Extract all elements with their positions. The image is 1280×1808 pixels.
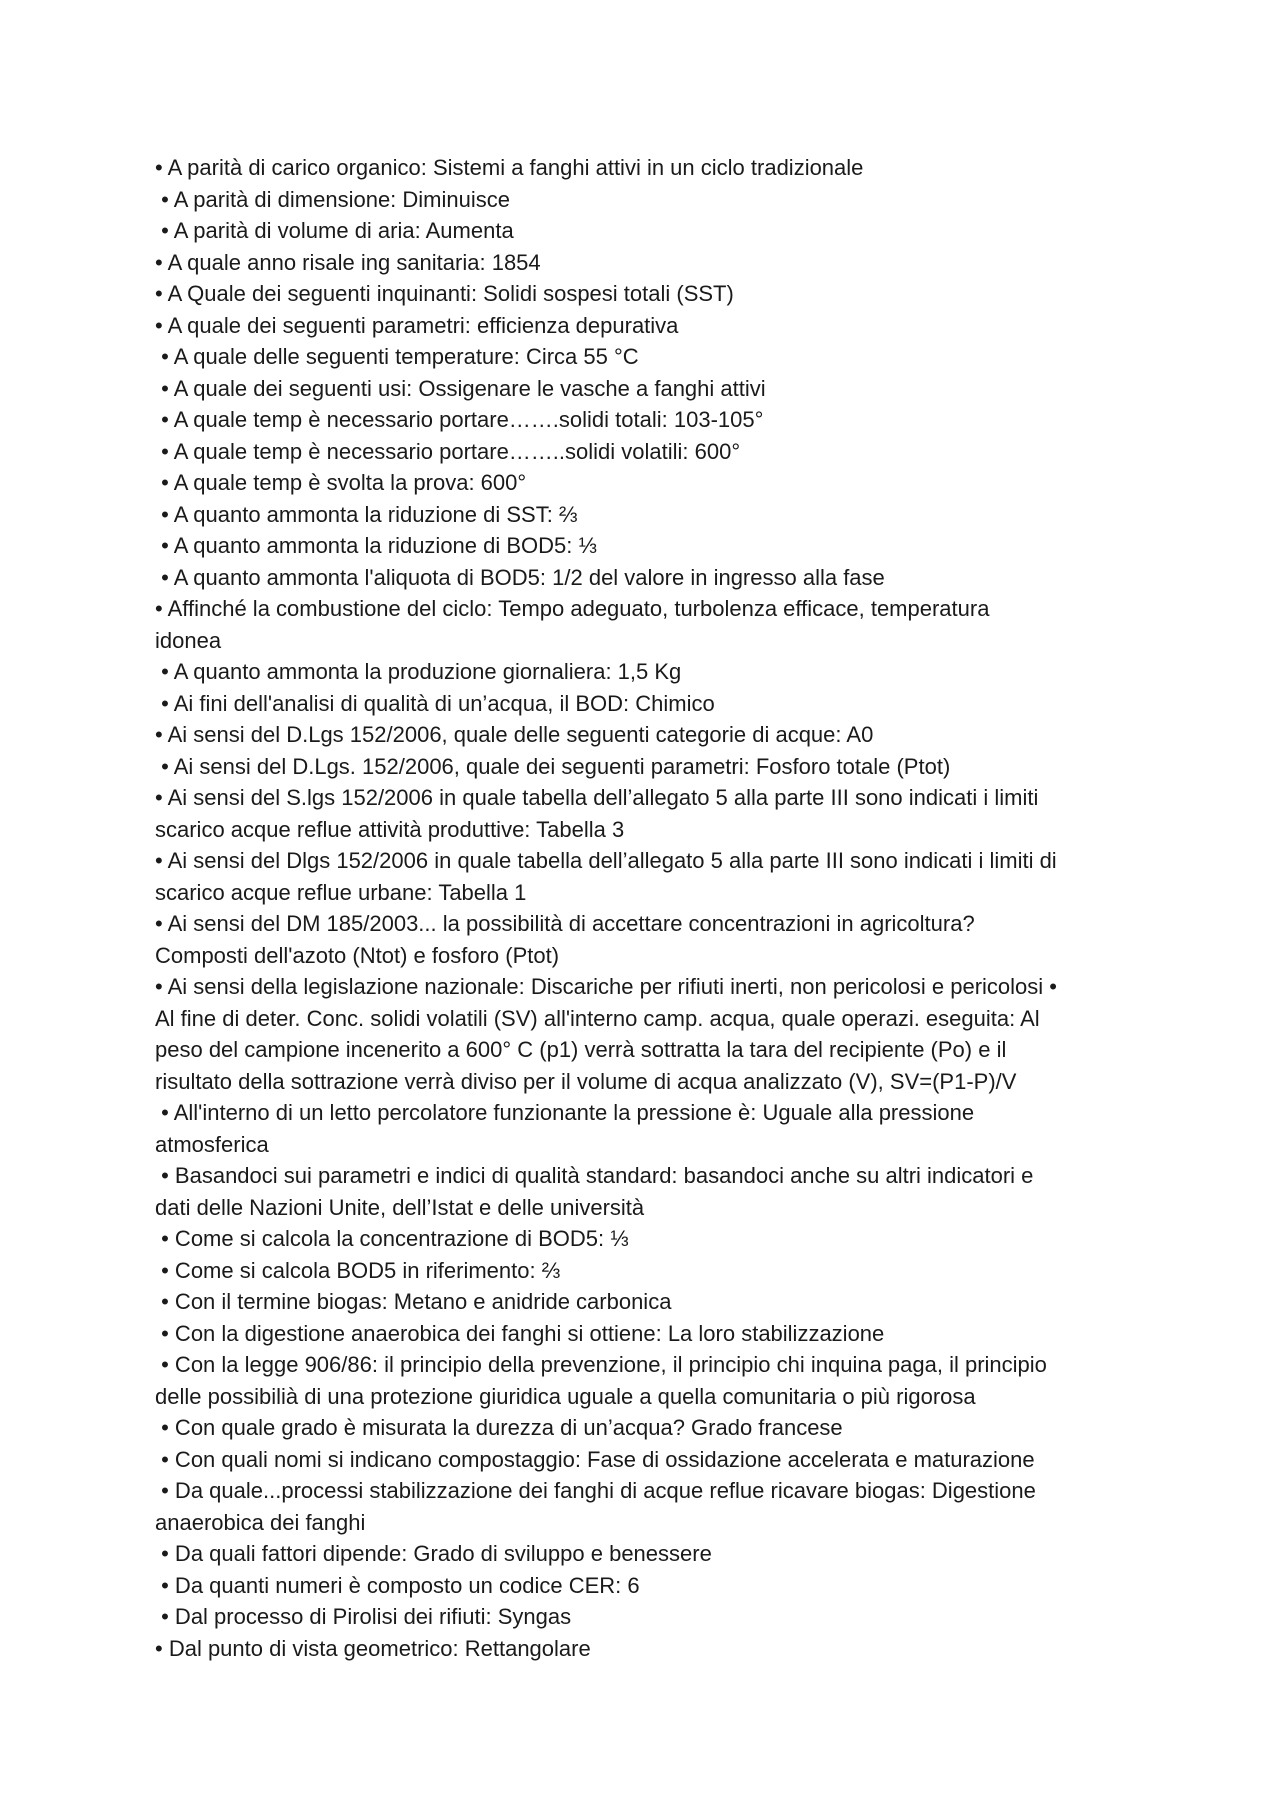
text-line: • Da quale...processi stabilizzazione dei fanghi di acque reflue ricavare biogas: Digestione bbox=[155, 1478, 1036, 1503]
text-line: • Dal processo di Pirolisi dei rifiuti: Syngas bbox=[155, 1604, 572, 1629]
text-line: • Ai fini dell'analisi di qualità di un’acqua, il BOD: Chimico bbox=[155, 690, 715, 716]
text-line: • A parità di volume di aria: Aumenta bbox=[155, 218, 514, 243]
text-line: • Dal punto di vista geometrico: Rettangolare bbox=[155, 1635, 591, 1661]
text-line: • A quale dei seguenti parametri: efficienza depurativa bbox=[155, 312, 679, 338]
text-line: peso del campione incenerito a 600° C (p1) verrà sottratta la tara del recipiente (Po) e il bbox=[155, 1037, 1007, 1062]
text-line: Composti dell'azoto (Ntot) e fosforo (Ptot) bbox=[155, 942, 560, 968]
text-line: • A quale temp è svolta la prova: 600° bbox=[155, 470, 527, 495]
text-line: • A quale temp è necessario portare……..solidi volatili: 600° bbox=[155, 438, 741, 464]
text-line: • A quale anno risale ing sanitaria: 1854 bbox=[155, 249, 541, 275]
text-line: • Ai sensi del Dlgs 152/2006 in quale tabella dell’allegato 5 alla parte III sono indicati i limiti di bbox=[155, 848, 1057, 873]
text-line: • Ai sensi del D.Lgs. 152/2006, quale dei seguenti parametri: Fosforo totale (Ptot) bbox=[155, 753, 951, 779]
text-line: • A quale delle seguenti temperature: Circa 55 °C bbox=[155, 344, 639, 369]
text-line: • Come si calcola la concentrazione di BOD5: ⅓ bbox=[155, 1226, 629, 1251]
text-line: atmosferica bbox=[155, 1131, 269, 1157]
text-line: • Da quali fattori dipende: Grado di sviluppo e benessere bbox=[155, 1541, 712, 1566]
text-line: • A quanto ammonta la produzione giornaliera: 1,5 Kg bbox=[155, 659, 682, 684]
text-line: • Ai sensi del DM 185/2003... la possibilità di accettare concentrazioni in agricoltura? bbox=[155, 911, 975, 936]
text-line: • Con la digestione anaerobica dei fanghi si ottiene: La loro stabilizzazione bbox=[155, 1320, 885, 1346]
text-line: Al fine di deter. Conc. solidi volatili (SV) all'interno camp. acqua, quale operazi. eseguita: Al bbox=[155, 1005, 1040, 1031]
text-line: • Come si calcola BOD5 in riferimento: ⅔ bbox=[155, 1257, 561, 1283]
text-line: anaerobica dei fanghi bbox=[155, 1509, 366, 1535]
text-line: • A parità di dimensione: Diminuisce bbox=[155, 186, 510, 212]
text-line: • Ai sensi della legislazione nazionale: Discariche per rifiuti inerti, non pericolosi e pericolosi • bbox=[155, 974, 1057, 999]
text-line: idonea bbox=[155, 627, 222, 653]
text-line: scarico acque reflue attività produttive: Tabella 3 bbox=[155, 816, 625, 842]
text-line: • A quale temp è necessario portare…….solidi totali: 103-105° bbox=[155, 407, 764, 432]
text-line: delle possibilià di una protezione giuridica uguale a quella comunitaria o più rigorosa bbox=[155, 1383, 976, 1409]
text-line: • A quanto ammonta l'aliquota di BOD5: 1/2 del valore in ingresso alla fase bbox=[155, 564, 885, 590]
text-line: • All'interno di un letto percolatore funzionante la pressione è: Uguale alla pressione bbox=[155, 1100, 975, 1125]
text-line: risultato della sottrazione verrà diviso per il volume di acqua analizzato (V), SV=(P1-P)/V bbox=[155, 1068, 1017, 1094]
text-line: • Ai sensi del D.Lgs 152/2006, quale delle seguenti categorie di acque: A0 bbox=[155, 722, 874, 747]
text-line: • A Quale dei seguenti inquinanti: Solidi sospesi totali (SST) bbox=[155, 281, 734, 306]
document-page bbox=[155, 152, 1145, 1664]
text-line: • Ai sensi del S.lgs 152/2006 in quale tabella dell’allegato 5 alla parte III sono indicati i limiti bbox=[155, 785, 1039, 810]
text-line: • Basandoci sui parametri e indici di qualità standard: basandoci anche su altri indicatori e bbox=[155, 1163, 1034, 1188]
text-line: • A quanto ammonta la riduzione di BOD5: ⅓ bbox=[155, 533, 597, 558]
text-line: • Con quali nomi si indicano compostaggio: Fase di ossidazione accelerata e maturazione bbox=[155, 1446, 1035, 1472]
text-line: • Con quale grado è misurata la durezza di un’acqua? Grado francese bbox=[155, 1415, 843, 1440]
text-line: • Con il termine biogas: Metano e anidride carbonica bbox=[155, 1289, 672, 1314]
text-line: • Da quanti numeri è composto un codice CER: 6 bbox=[155, 1572, 640, 1598]
text-line: • Affinché la combustione del ciclo: Tempo adeguato, turbolenza efficace, temperatura bbox=[155, 596, 990, 621]
text-line: dati delle Nazioni Unite, dell’Istat e delle università bbox=[155, 1194, 645, 1220]
text-line: • A quale dei seguenti usi: Ossigenare le vasche a fanghi attivi bbox=[155, 375, 766, 401]
text-line: • A quanto ammonta la riduzione di SST: ⅔ bbox=[155, 501, 578, 527]
text-line: • Con la legge 906/86: il principio della prevenzione, il principio chi inquina paga, il principio bbox=[155, 1352, 1047, 1377]
text-line: • A parità di carico organico: Sistemi a fanghi attivi in un ciclo tradizionale bbox=[155, 155, 864, 180]
text-line: scarico acque reflue urbane: Tabella 1 bbox=[155, 879, 527, 905]
